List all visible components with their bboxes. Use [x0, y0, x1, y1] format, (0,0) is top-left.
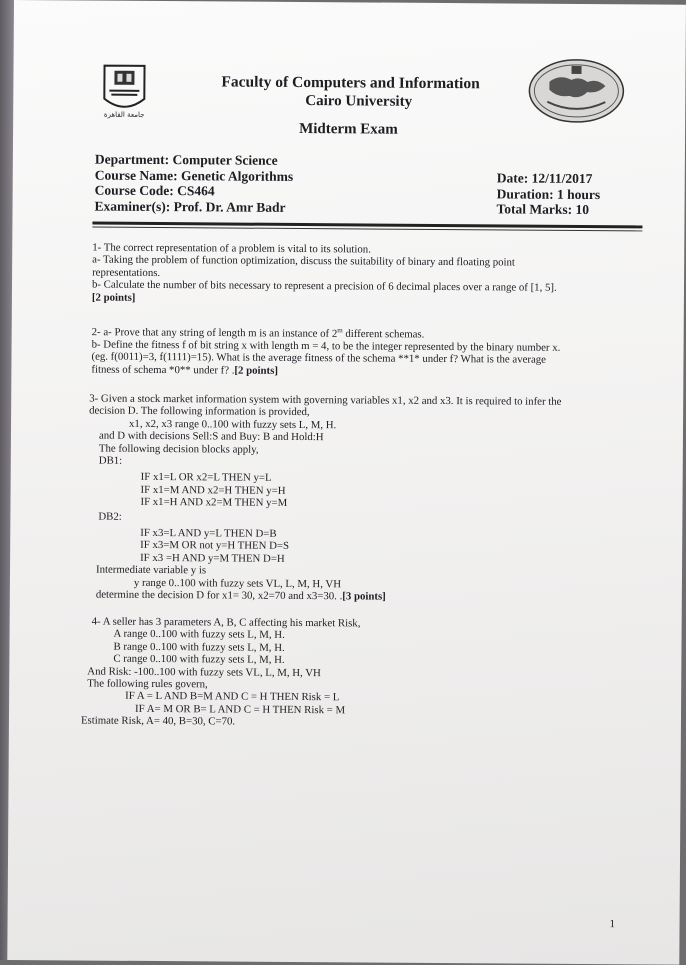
q4-line: The following rules govern, [87, 677, 208, 691]
page-number: 1 [609, 918, 616, 931]
q1-line: representations. [92, 266, 161, 279]
rule: IF x1=H AND x2=M THEN y=M [140, 496, 288, 510]
q1-line: a- Taking the problem of function optimization, discuss the suitability of binary and floating point [92, 253, 515, 269]
cairo-university-logo [101, 63, 147, 121]
total-marks: Total Marks: 10 [496, 201, 590, 218]
logo-caption: جامعة القاهرة [103, 110, 145, 119]
q2-line: 2- a- Prove that any string of length m is an instance of 2$^m$ different schemas. [91, 326, 425, 341]
exam-meta [496, 170, 600, 218]
q3-line: Intermediate variable y is [95, 563, 207, 577]
q1-line: 1- The correct representation of a problem is vital to its solution. [92, 241, 371, 256]
q4-line: Estimate Risk, A= 40, B=30, C=70. [80, 714, 236, 728]
exam-sheet [7, 0, 686, 965]
question-3 [88, 393, 629, 605]
rule: IF x1=L OR x2=L THEN y=L [140, 471, 272, 485]
question-1 [92, 242, 632, 308]
course-name: Course Name: Genetic Algorithms [94, 167, 294, 184]
rule: IF x3=M OR not y=H THEN D=S [140, 539, 290, 553]
exam-title: Midterm Exam [299, 120, 398, 138]
q4-line: 4- A seller has 3 parameters A, B, C affecting his market Risk, [91, 615, 361, 630]
q2-points: [2 points] [234, 364, 278, 377]
faculty-globe-logo [527, 58, 625, 125]
q1-points: [2 points] [91, 291, 136, 304]
question-2 [91, 323, 631, 380]
q2-line: (eg. f(0011)=3, f(1111)=15). What is the average fitness of the schema **1* under f? What is the average [91, 350, 547, 367]
rule: IF A = L AND B=M AND C = H THEN Risk = L [125, 690, 340, 704]
course-info [95, 152, 294, 216]
course-code: Course Code: CS464 [94, 182, 215, 199]
q3-line: y range 0..100 with fuzzy sets VL, L, M, H, VH [133, 576, 342, 590]
rule: IF x1=M AND x2=H THEN y=H [140, 483, 286, 497]
q2-line: b- Define the fitness f of bit string x with length m = 4, to be the integer represented by the binary number x. [91, 338, 561, 354]
q3-line: and D with decisions Sell:S and Buy: B and Hold:H [98, 429, 324, 444]
q4-line: C range 0..100 with fuzzy sets L, M, H. [113, 652, 285, 667]
q3-line: determine the decision D for x1= 30, x2=70 and x3=30. .[3 points] [95, 588, 386, 603]
q3-line: The following decision blocks apply, [98, 442, 259, 456]
q4-line: B range 0..100 with fuzzy sets L, M, H. [113, 640, 285, 654]
rule: IF x3 =H AND y=M THEN D=H [140, 551, 285, 565]
department: Department: Computer Science [94, 151, 278, 168]
q3-line: 3- Given a stock market information system with governing variables x1, x2 and x3. It is required to infer the [89, 392, 562, 408]
db2-label: DB2: [98, 510, 122, 523]
rule: IF x3=L AND y=L THEN D=B [140, 526, 277, 540]
q1-line: b- Calculate the number of bits necessary to represent a precision of 6 decimal places over a range of [1, 5]. [91, 278, 557, 295]
exam-duration: Duration: 1 hours [496, 185, 601, 202]
examiners: Examiner(s): Prof. Dr. Amr Badr [94, 198, 286, 215]
faculty-name: Faculty of Computers and Information [221, 73, 480, 93]
db1-label: DB1: [98, 454, 123, 467]
q2-line: fitness of schema *0** under f? .[2 points] [91, 363, 278, 377]
question-4 [81, 615, 622, 730]
q3-line: decision D. The following information is provided, [89, 404, 310, 419]
rule: IF A= M OR B= L AND C = H THEN Risk = M [135, 702, 346, 717]
q3-line: x1, x2, x3 range 0..100 with fuzzy sets L, M, H. [129, 417, 337, 432]
q4-line: A range 0..100 with fuzzy sets L, M, H. [113, 628, 285, 642]
q4-line: And Risk: -100..100 with fuzzy sets VL, L, M, H, VH [87, 665, 321, 679]
university-name: Cairo University [305, 93, 413, 110]
exam-date: Date: 12/11/2017 [496, 170, 593, 187]
q3-points: [3 points] [342, 590, 386, 603]
superscript-m: m [337, 326, 343, 335]
